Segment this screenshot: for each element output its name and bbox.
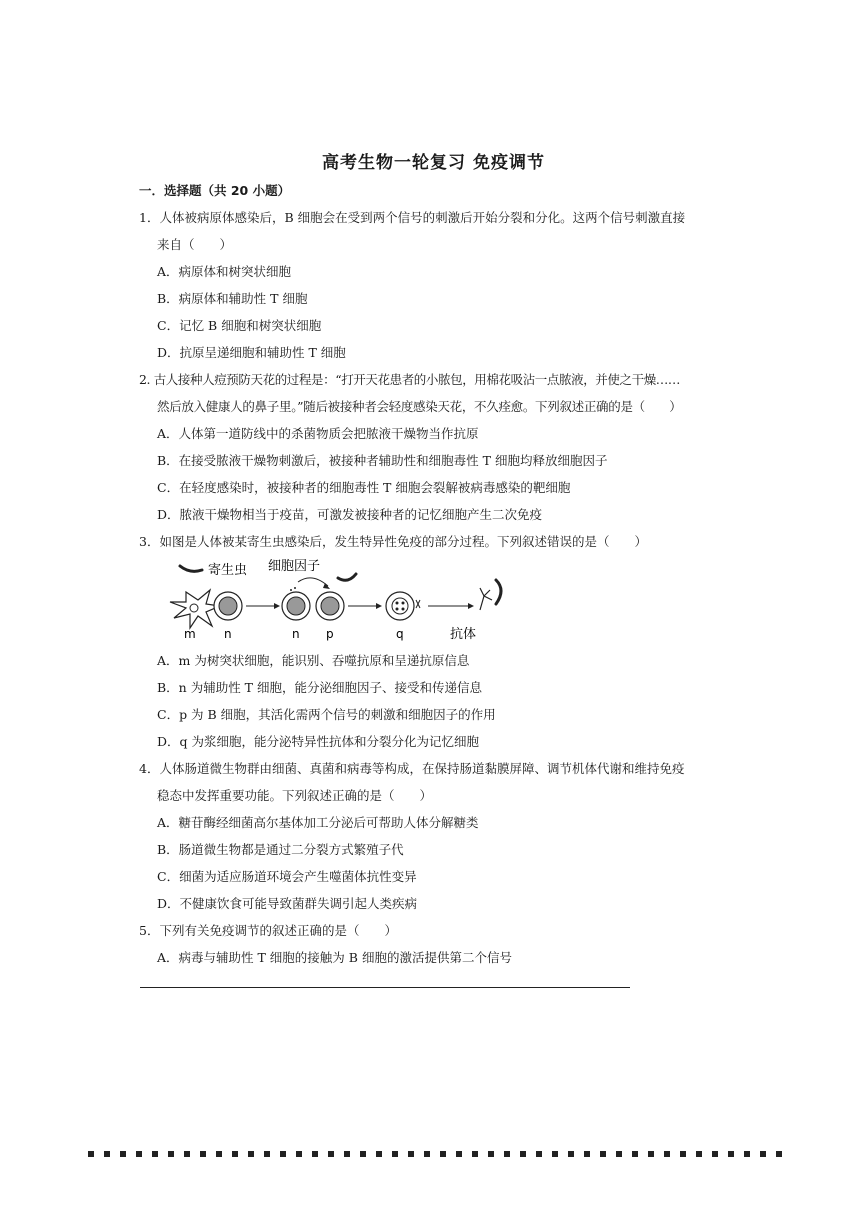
- section-heading: 一．选择题（共 20 小题）: [139, 183, 291, 198]
- antigen-icon: [338, 574, 356, 580]
- question-4-stem: 4．人体肠道微生物群由细菌、真菌和病毒等构成，在保持肠道黏膜屏障、调节机体代谢和维持免疫: [139, 761, 685, 776]
- question-1-option-d: D．抗原呈递细胞和辅助性 T 细胞: [157, 345, 346, 360]
- question-2-option-c: C．在轻度感染时，被接种者的细胞毒性 T 细胞会裂解被病毒感染的靶细胞: [157, 480, 571, 495]
- dendritic-cell-icon: [170, 590, 220, 628]
- cell-label-q: q: [396, 627, 404, 641]
- cytokine-arrow: [298, 578, 328, 586]
- question-3-option-c: C．p 为 B 细胞，其活化需两个信号的刺激和细胞因子的作用: [157, 707, 496, 722]
- question-4-stem-cont: 稳态中发挥重要功能。下列叙述正确的是（ ）: [157, 788, 433, 803]
- cell-label-m: m: [184, 627, 196, 641]
- question-2-option-b: B．在接受脓液干燥物刺激后，被接种者辅助性和细胞毒性 T 细胞均释放细胞因子: [157, 453, 608, 468]
- question-2-stem: 2. 古人接种人痘预防天花的过程是：“打开天花患者的小脓包，用棉花吸沾一点脓液，并使之干燥……: [139, 372, 680, 387]
- page-title: 高考生物一轮复习 免疫调节: [322, 153, 545, 173]
- question-4-option-d: D．不健康饮食可能导致菌群失调引起人类疾病: [157, 896, 418, 911]
- question-2-option-a: A．人体第一道防线中的杀菌物质会把脓液干燥物当作抗原: [157, 426, 479, 441]
- question-5-stem: 5．下列有关免疫调节的叙述正确的是（ ）: [139, 923, 397, 938]
- question-1-stem: 1．人体被病原体感染后，B 细胞会在受到两个信号的刺激后开始分裂和分化。这两个信号刺激直接: [139, 210, 686, 225]
- question-3-stem: 3．如图是人体被某寄生虫感染后，发生特异性免疫的部分过程。下列叙述错误的是（ ）: [139, 534, 647, 549]
- question-5-option-a: A．病毒与辅助性 T 细胞的接触为 B 细胞的激活提供第二个信号: [157, 950, 512, 965]
- question-1-option-c: C．记忆 B 细胞和树突状细胞: [157, 318, 322, 333]
- parasite-icon: [180, 566, 202, 571]
- page-divider: [140, 987, 630, 988]
- question-1-stem-cont: 来自（ ）: [157, 237, 233, 252]
- question-4-option-b: B．肠道微生物都是通过二分裂方式繁殖子代: [157, 842, 404, 857]
- cell-label-p: p: [326, 627, 334, 641]
- question-3-option-d: D．q 为浆细胞，能分泌特异性抗体和分裂分化为记忆细胞: [157, 734, 479, 749]
- immune-process-diagram: [150, 552, 520, 644]
- cytokine-label: 细胞因子: [268, 559, 321, 574]
- question-3-option-a: A．m 为树突状细胞，能识别、吞噬抗原和呈递抗原信息: [157, 653, 470, 668]
- question-2-option-d: D．脓液干燥物相当于疫苗，可激发被接种者的记忆细胞产生二次免疫: [157, 507, 543, 522]
- cell-label-n: n: [292, 627, 300, 641]
- antibody-label: 抗体: [450, 627, 477, 642]
- question-3-option-b: B．n 为辅助性 T 细胞，能分泌细胞因子、接受和传递信息: [157, 680, 482, 695]
- page-margin-dots: [88, 1151, 782, 1157]
- question-1-option-a: A．病原体和树突状细胞: [157, 264, 292, 279]
- question-4-option-a: A．糖苷酶经细菌高尔基体加工分泌后可帮助人体分解糖类: [157, 815, 479, 830]
- question-4-option-c: C．细菌为适应肠道环境会产生噬菌体抗性变异: [157, 869, 417, 884]
- parasite-label: 寄生虫: [208, 563, 248, 578]
- question-2-stem-cont: 然后放入健康人的鼻子里。”随后被接种者会轻度感染天花，不久痊愈。下列叙述正确的是（ ）: [157, 399, 682, 414]
- question-1-option-b: B．病原体和辅助性 T 细胞: [157, 291, 308, 306]
- antibody-icon: [480, 580, 501, 610]
- cell-label-n: n: [224, 627, 232, 641]
